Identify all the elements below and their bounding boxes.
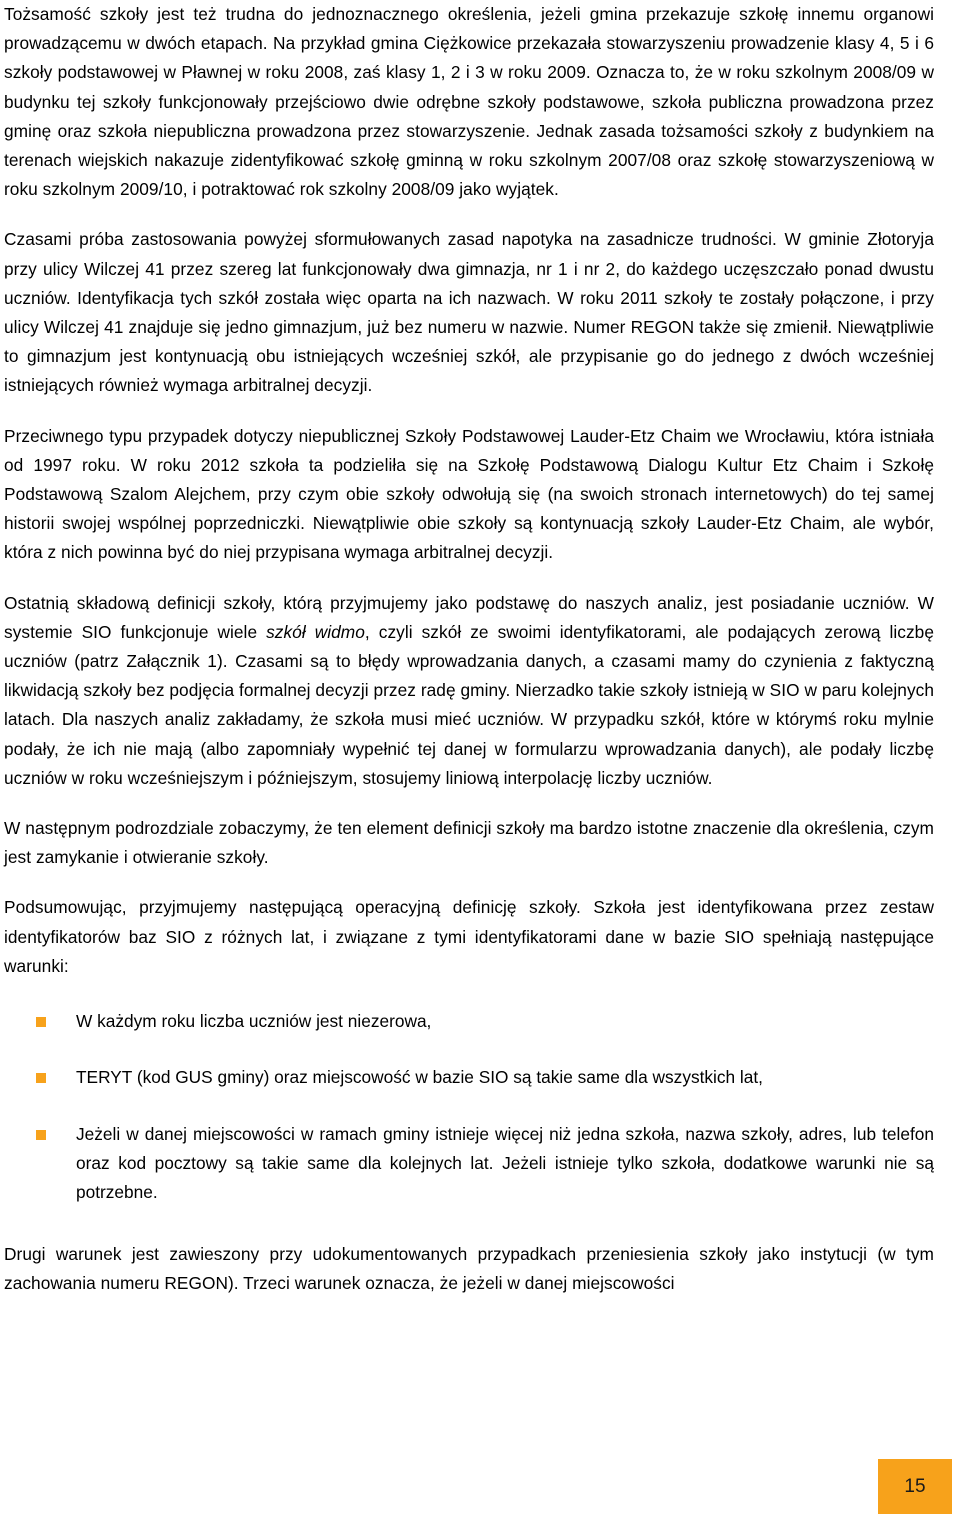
paragraph-second-condition: Drugi warunek jest zawieszony przy udokumentowanych przypadkach przeniesienia szkoły jako instytucji (w tym zachowania numeru REGON). Trzeci warunek oznacza, że jeżeli w danej miejscowości — [4, 1244, 934, 1294]
paragraph-students-definition — [4, 589, 934, 793]
paragraph-school-identity-two-stages: Tożsamość szkoły jest też trudna do jednoznacznego określenia, jeżeli gmina przekazuje szkołę innemu organowi prowadzącemu w dwóch etapach. Na przykład gmina Ciężkowice przekazała stowarzyszeniu prowadzenie klasy 4, 5 i 6 szkoły podstawowej w Pławnej w roku 2008, zaś klasy 1, 2 i 3 w roku 2009. Oznacza to, że w roku szkolnym 2008/09 w budynku tej szkoły funkcjonowały przejściowo dwie odrębne szkoły podstawowe, szkoła publiczna prowadzona przez gminę oraz szkoła niepubliczna prowadzona przez stowarzyszenie. Jednak zasada tożsamości szkoły z budynkiem na terenach wiejskich nakazuje zidentyfikować szkołę gminną w roku szkolnym 2007/08 oraz szkołę stowarzyszeniową w roku szkolnym 2009/10, i potraktować rok szkolny 2008/09 jako wyjątek. — [4, 4, 934, 200]
paragraph-operational-definition: Podsumowując, przyjmujemy następującą operacyjną definicję szkoły. Szkoła jest identyfikowana przez zestaw identyfikatorów baz SIO z różnych lat, i związane z tymi identyfikatorami dane w bazie SIO spełniają następujące warunki: — [4, 897, 934, 976]
orange-square-bullet-icon — [36, 1073, 46, 1083]
paragraph-text: Ostatnią składową definicji szkoły, którą przyjmujemy jako podstawę do naszych analiz, jest posiadanie uczniów. W systemie SIO funkcjonuje wiele — [4, 592, 934, 642]
paragraph-text: , czyli szkół ze swoimi identyfikatorami, ale podających zerową liczbę uczniów (patrz Załącznik 1). Czasami są to błędy wprowadzania danych, a czasami mamy do czynienia z faktyczną likwidacją szkoły bez podjęcia formalnej decyzji przez radę gminy. Nierzadko takie szkoły istnieją w SIO w paru kolejnych latach. Dla naszych analiz zakładamy, że szkoła musi mieć uczniów. W przypadku szkół, które w którymś roku mylnie podały, że ich nie mają (albo zapomniały wypełnić tej danej w formularzu wprowadzania danych), ale podały liczbę uczniów w roku wcześniejszym i późniejszym, stosujemy liniową interpolację liczby uczniów. — [4, 621, 934, 788]
conditions-list — [4, 1007, 934, 1207]
paragraph-next-subsection: W następnym podrozdziale zobaczymy, że ten element definicji szkoły ma bardzo istotne znaczenie dla określenia, czym jest zamykanie i otwieranie szkoły. — [4, 818, 934, 868]
orange-square-bullet-icon — [36, 1017, 46, 1027]
list-item — [4, 1007, 934, 1036]
paragraph-zlotoryja-gimnazja: Czasami próba zastosowania powyżej sformułowanych zasad napotyka na zasadnicze trudności. W gminie Złotoryja przy ulicy Wilczej 41 przez szereg lat funkcjonowały dwa gimnazja, nr 1 i nr 2, do każdego uczęszczało ponad dwustu uczniów. Identyfikacja tych szkół została więc oparta na ich nazwach. W roku 2011 szkoły te zostały połączone, i przy ulicy Wilczej 41 znajduje się jedno gimnazjum, już bez numeru w nazwie. Numer REGON także się zmienił. Niewątpliwie to gimnazjum jest kontynuacją obu istniejących wcześniej szkół, ale przypisanie go do jednego z dwóch wcześniej istniejących również wymaga arbitralnej decyzji. — [4, 229, 934, 396]
document-page — [4, 0, 934, 1299]
orange-square-bullet-icon — [36, 1130, 46, 1140]
list-item-text: W każdym roku liczba uczniów jest niezerowa, — [76, 1011, 432, 1032]
paragraph-lauder-etz-chaim: Przeciwnego typu przypadek dotyczy niepublicznej Szkoły Podstawowej Lauder-Etz Chaim we Wrocławiu, która istniała od 1997 roku. W roku 2012 szkoła ta podzieliła się na Szkołę Podstawową Dialogu Kultur Etz Chaim i Szkołę Podstawową Szalom Alejchem, przy czym obie szkoły odwołują się (na swoich stronach internetowych) do tej samej historii swojej wspólnej poprzedniczki. Niewątpliwie obie szkoły są kontynuacją szkoły Lauder-Etz Chaim, ale wybór, która z nich powinna być do niej przypisana wymaga arbitralnej decyzji. — [4, 425, 934, 563]
page-number: 15 — [904, 1475, 926, 1497]
list-item-text: TERYT (kod GUS gminy) oraz miejscowość w bazie SIO są takie same dla wszystkich lat, — [76, 1067, 763, 1088]
page-number-badge — [878, 1459, 952, 1514]
list-item-text: Jeżeli w danej miejscowości w ramach gminy istnieje więcej niż jedna szkoła, nazwa szkoły, adres, lub telefon oraz kod pocztowy są takie same dla kolejnych lat. Jeżeli istnieje tylko szkoła, dodatkowe warunki nie są potrzebne. — [76, 1123, 934, 1202]
list-item — [4, 1063, 934, 1092]
italic-term-szkol-widmo: szkół widmo — [266, 621, 365, 642]
list-item — [4, 1120, 934, 1208]
